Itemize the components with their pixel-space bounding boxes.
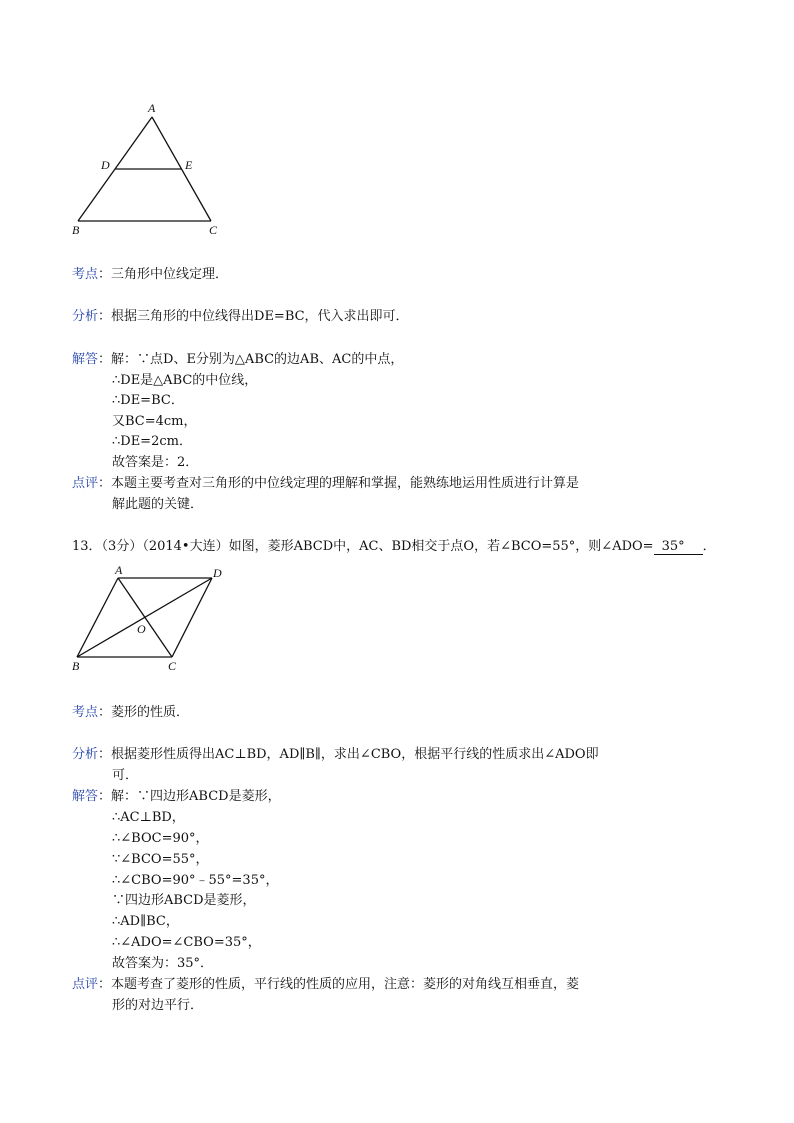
- jieda-tag: 解答: [72, 352, 99, 367]
- question-prefix: 13．（3分）（2014•大连）如图，菱形ABCD中，AC、BD相交于点O，若∠BCO=55°，则∠ADO=: [72, 539, 654, 554]
- jieda-first: ：解：∵点D、E分别为△ABC的边AB、AC的中点，: [98, 352, 404, 367]
- label-o: O: [137, 622, 146, 636]
- fenxi-text: ：根据菱形性质得出AC⊥BD，AD∥B∥，求出∠CBO，根据平行线的性质求出∠ADO即: [98, 747, 599, 762]
- jieda-step: ∴DE是△ABC的中位线，: [112, 373, 258, 388]
- question-suffix: ．: [702, 539, 716, 554]
- jieda-step: ∴AC⊥BD，: [112, 810, 185, 825]
- kaodian-tag: 考点: [72, 267, 99, 282]
- dianping-tag: 点评: [72, 977, 99, 992]
- jieda-line-2: [72, 789, 281, 804]
- fenxi-text: ：根据三角形的中位线得出DE=BC，代入求出即可．: [98, 309, 409, 324]
- kaodian-tag: 考点: [72, 705, 99, 720]
- fenxi-text-cont: 可．: [112, 768, 139, 783]
- jieda-first: ：解：∵四边形ABCD是菱形，: [98, 789, 281, 804]
- jieda-step: ∵∠BCO=55°，: [112, 852, 209, 867]
- label-b: B: [72, 659, 80, 673]
- jieda-step: ∴DE=2cm．: [112, 434, 192, 449]
- jieda-step: 又BC=4cm，: [112, 414, 197, 429]
- rhombus-figure: [68, 560, 238, 675]
- fenxi-tag: 分析: [72, 309, 99, 324]
- label-d: D: [101, 158, 110, 172]
- label-d: D: [213, 566, 222, 580]
- fenxi-tag: 分析: [72, 747, 99, 762]
- dianping-line-1: [72, 476, 579, 491]
- question-13: [72, 539, 716, 555]
- label-b: B: [72, 223, 80, 237]
- label-c: C: [168, 659, 177, 673]
- triangle-figure: [68, 98, 248, 240]
- label-a: A: [148, 101, 156, 115]
- kaodian-line-2: [72, 705, 189, 720]
- dianping-tag: 点评: [72, 476, 99, 491]
- fenxi-line-2: [72, 747, 599, 762]
- jieda-step: ∴∠CBO=90°﹣55°=35°，: [112, 873, 279, 888]
- jieda-step: ∴∠ADO=∠CBO=35°，: [112, 935, 261, 950]
- label-e: E: [185, 158, 193, 172]
- dianping-text: ：本题主要考查对三角形的中位线定理的理解和掌握，能熟练地运用性质进行计算是: [98, 476, 580, 491]
- jieda-step: ∴DE=BC．: [112, 393, 184, 408]
- dianping-text-cont: 解此题的关键．: [112, 497, 204, 512]
- dianping-line-2: [72, 977, 579, 992]
- jieda-step: ∵四边形ABCD是菱形，: [112, 893, 256, 908]
- jieda-step: ∴∠BOC=90°，: [112, 831, 209, 846]
- fenxi-line-1: [72, 309, 409, 324]
- kaodian-text: ：菱形的性质．: [98, 705, 190, 720]
- jieda-step: 故答案为：35°．: [112, 956, 214, 971]
- jieda-tag: 解答: [72, 789, 99, 804]
- kaodian-text: ：三角形中位线定理．: [98, 267, 229, 282]
- jieda-step: ∴AD∥BC，: [112, 914, 179, 929]
- label-c: C: [209, 223, 218, 237]
- answer-blank: 35°: [654, 540, 703, 555]
- dianping-text-cont: 形的对边平行．: [112, 998, 204, 1013]
- kaodian-line-1: [72, 267, 228, 282]
- jieda-line-1: [72, 352, 403, 367]
- dianping-text: ：本题考查了菱形的性质，平行线的性质的应用，注意：菱形的对角线互相垂直，菱: [98, 977, 580, 992]
- jieda-step: 故答案是：2．: [112, 455, 199, 470]
- label-a: A: [115, 563, 123, 577]
